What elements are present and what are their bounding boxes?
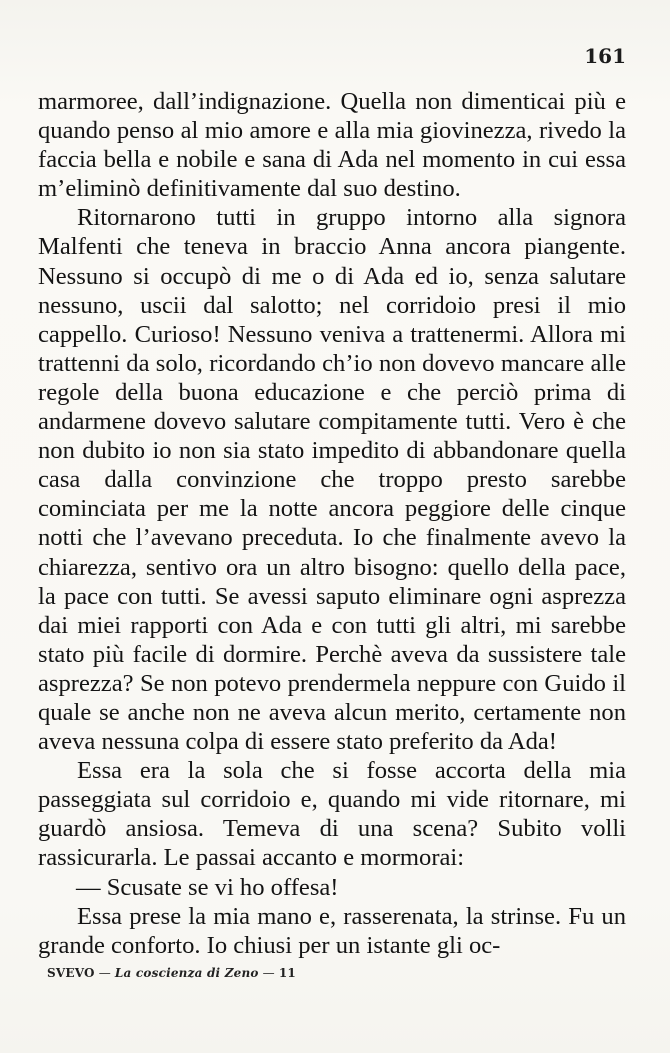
paragraph: Essa prese la mia mano e, rasserenata, la strinse. Fu un grande conforto. Io chiusi per un istante gli oc- [38, 902, 626, 959]
paragraph-continued: marmoree, dall’indignazione. Quella non dimenticai più e quando penso al mio amore e alla mia giovinezza, rivedo la faccia bella e nobile e sana di Ada nel momento in cui essa m’eliminò definitivamente dal suo destino. [38, 88, 626, 203]
footer-separator: — [98, 966, 111, 980]
footer-signature: 11 [278, 966, 296, 980]
paragraph: Essa era la sola che si fosse accorta della mia passeggiata sul corridoio e, quando mi vide ritornare, mi guardò ansiosa. Temeva di una scena? Subito volli rassicurarla. Le passai accanto e mormorai: [38, 757, 626, 872]
footer-separator: — [262, 966, 275, 980]
dialogue-line: — Scusate se vi ho offesa! [76, 873, 339, 901]
paragraph: Ritornarono tutti in gruppo intorno alla signora Malfenti che teneva in braccio Anna ancora piangente. Nessuno si occupò di me o di Ada ed io, senza salutare nessuno, uscii dal salotto; nel corridoio presi il mio cappello. Curioso! Nessuno veniva a trattenermi. Allora mi trattenni da solo, ricordando ch’io non dovevo mancare alle regole della buona educazione e che perciò prima di andarmene dovevo salutare compitamente tutti. Vero è che non dubito io non sia stato impedito di abbandonare quella casa dalla convinzione che troppo presto sarebbe cominciata per me la notte ancora peggiore delle cinque notti che l’avevano preceduta. Io che finalmente avevo la chiarezza, sentivo ora un altro bisogno: quello della pace, la pace con tutti. Se avessi saputo eliminare ogni asprezza dai miei rapporti con Ada e con tutti gli altri, mi sarebbe stato più facile di dormire. Perchè aveva da sussistere tale asprezza? Se non potevo prendermela neppure con Guido il quale se anche non ne aveva alcun merito, certamente non aveva nessuna colpa di essere stato preferito da Ada! [38, 204, 626, 756]
body-text [38, 87, 626, 960]
footer-title: La coscienza di Zeno [114, 966, 259, 980]
printer-signature-line [47, 966, 296, 980]
footer-author: SVEVO [47, 966, 95, 980]
page-number: 161 [584, 44, 626, 68]
